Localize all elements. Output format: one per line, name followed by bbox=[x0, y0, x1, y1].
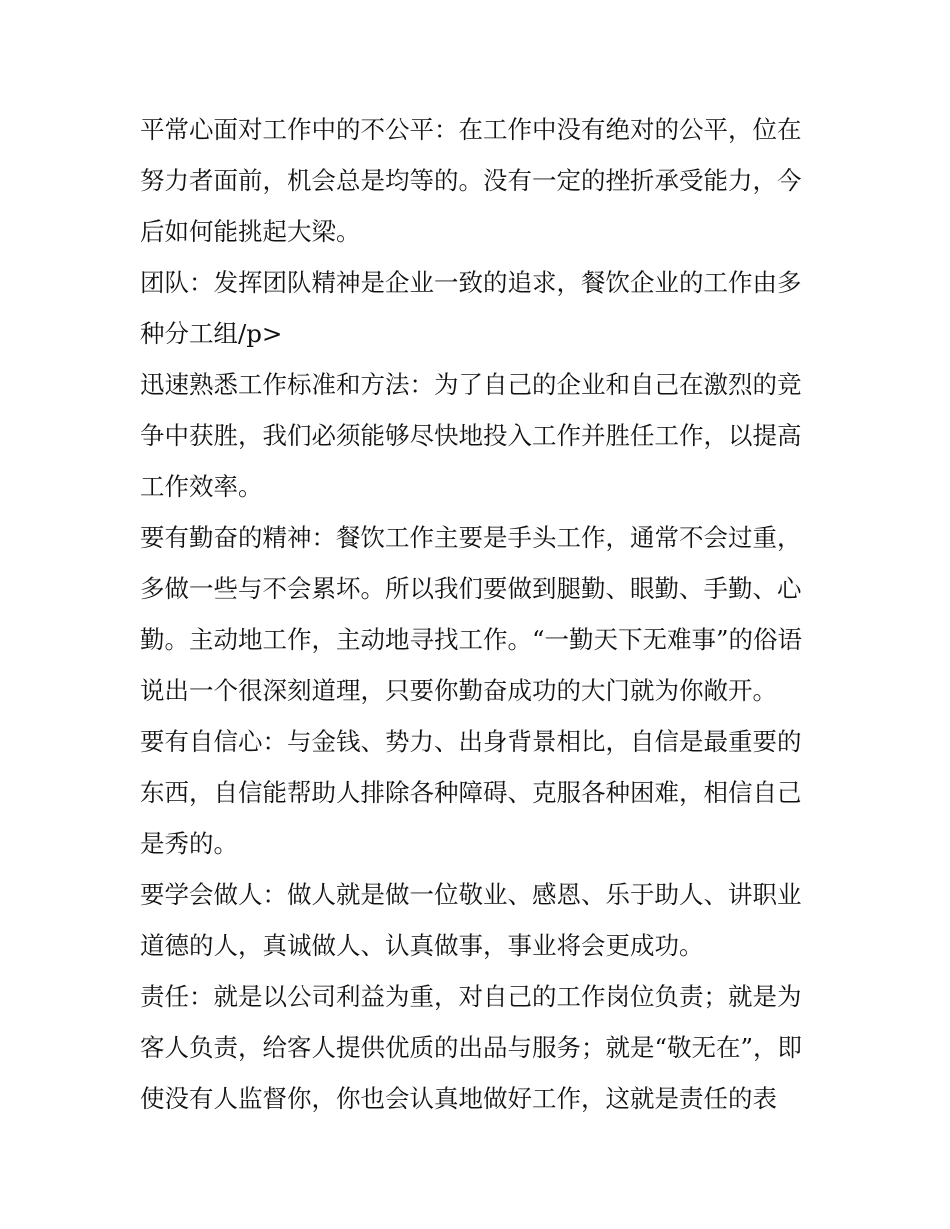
text-line: 勤。主动地工作，主动地寻找工作。“一勤天下无难事”的俗语 bbox=[140, 625, 803, 654]
text-line: 种分工组/p> bbox=[140, 319, 283, 348]
paragraph-standards bbox=[140, 359, 812, 512]
text-line: 要有勤奋的精神：餐饮工作主要是手头工作，通常不会过重， bbox=[140, 523, 802, 552]
text-line: 努力者面前，机会总是均等的。没有一定的挫折承受能力，今 bbox=[140, 166, 802, 195]
text-line: 说出一个很深刻道理，只要你勤奋成功的大门就为你敞开。 bbox=[140, 676, 777, 705]
text-line: 是秀的。 bbox=[140, 829, 238, 858]
paragraph-conduct bbox=[140, 869, 812, 971]
paragraph-diligence bbox=[140, 512, 812, 716]
text-line: 后如何能挑起大梁。 bbox=[140, 217, 361, 246]
text-line: 迅速熟悉工作标准和方法：为了自己的企业和自己在激烈的竞 bbox=[140, 370, 802, 399]
paragraph-fairness bbox=[140, 104, 812, 257]
text-line: 要学会做人：做人就是做一位敬业、感恩、乐于助人、讲职业 bbox=[140, 880, 802, 909]
text-line: 东西，自信能帮助人排除各种障碍、克服各种困难，相信自己 bbox=[140, 778, 802, 807]
text-line: 要有自信心：与金钱、势力、出身背景相比，自信是最重要的 bbox=[140, 727, 802, 756]
paragraph-responsibility bbox=[140, 971, 812, 1124]
text-line: 争中获胜，我们必须能够尽快地投入工作并胜任工作，以提高 bbox=[140, 421, 802, 450]
text-line: 工作效率。 bbox=[140, 472, 263, 501]
document-body bbox=[140, 104, 812, 1124]
text-line: 责任：就是以公司利益为重，对自己的工作岗位负责；就是为 bbox=[140, 982, 802, 1011]
text-line: 团队：发挥团队精神是企业一致的追求，餐饮企业的工作由多 bbox=[140, 268, 802, 297]
text-line: 客人负责，给客人提供优质的出品与服务；就是“敬无在”，即 bbox=[140, 1033, 803, 1062]
text-line: 平常心面对工作中的不公平：在工作中没有绝对的公平，位在 bbox=[140, 115, 802, 144]
text-line: 道德的人，真诚做人、认真做事，事业将会更成功。 bbox=[140, 931, 704, 960]
text-line: 多做一些与不会累坏。所以我们要做到腿勤、眼勤、手勤、心 bbox=[140, 574, 802, 603]
paragraph-team bbox=[140, 257, 812, 359]
paragraph-confidence bbox=[140, 716, 812, 869]
text-line: 使没有人监督你，你也会认真地做好工作，这就是责任的表 bbox=[140, 1084, 777, 1113]
